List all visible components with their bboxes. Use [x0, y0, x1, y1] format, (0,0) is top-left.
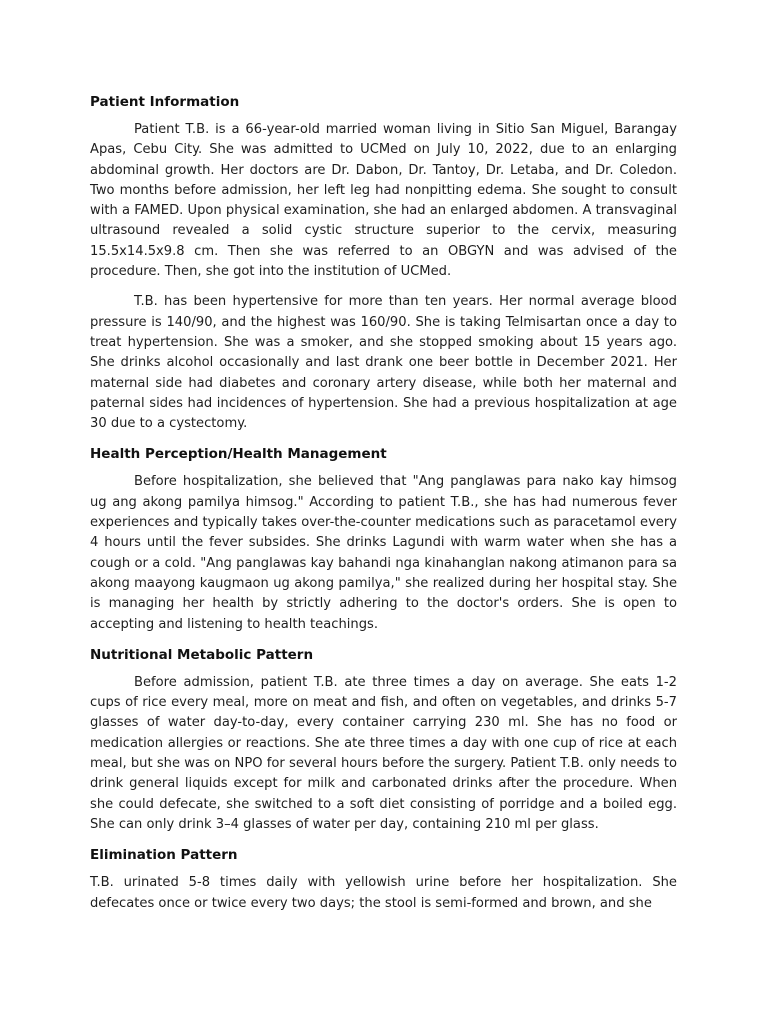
section-heading-patient-information: Patient Information [90, 94, 240, 110]
section-heading-elimination: Elimination Pattern [90, 847, 238, 864]
section-heading-health-perception: Health Perception/Health Management [90, 446, 387, 463]
paragraph: Before admission, patient T.B. ate three times a day on average. She eats 1-2 cups of rice every meal, more on meat and fish, and often on vegetables, and drinks 5-7 glasses of water day-to-day, every container carrying 230 ml. She has no food or medication allergies or reactions. She ate three times a day with one cup of rice at each meal, but she was on NPO for several hours before the surgery. Patient T.B. only needs to drink general liquids except for milk and carbonated drinks after the procedure. When she could defecate, she switched to a soft diet consisting of porridge and a boiled egg. She can only drink 3–4 glasses of water per day, containing 210 ml per glass. [90, 674, 677, 832]
paragraph: Patient T.B. is a 66-year-old married woman living in Sitio San Miguel, Barangay Apas, Cebu City. She was admitted to UCMed on July 10, 2022, due to an enlarging abdominal growth. Her doctors are Dr. Dabon, Dr. Tantoy, Dr. Letaba, and Dr. Coledon. Two months before admission, her left leg had nonpitting edema. She sought to consult with a FAMED. Upon physical examination, she had an enlarged abdomen. A transvaginal ultrasound revealed a solid cystic structure superior to the cervix, measuring 15.5x14.5x9.8 cm. Then she was referred to an OBGYN and was advised of the procedure. Then, she got into the institution of UCMed. [90, 122, 677, 280]
paragraph: T.B. has been hypertensive for more than ten years. Her normal average blood pressure is 140/90, and the highest was 160/90. She is taking Telmisartan once a day to treat hypertension. She was a smoker, and she stopped smoking about 15 years ago. She drinks alcohol occasionally and last drank one beer bottle in December 2021. Her maternal side had diabetes and coronary artery disease, while both her maternal and paternal sides had incidences of hypertension. She had a previous hospitalization at age 30 due to a cystectomy. [90, 294, 677, 432]
paragraph: T.B. urinated 5-8 times daily with yellowish urine before her hospitalization. She defecates once or twice every two days; the stool is semi-formed and brown, and she [90, 875, 677, 911]
paragraph: Before hospitalization, she believed that "Ang panglawas para nako kay himsog ug ang akong pamilya himsog." According to patient T.B., she has had numerous fever experiences and typically takes over-the-counter medications such as paracetamol every 4 hours until the fever subsides. She drinks Lagundi with warm water when she has a cough or a cold. "Ang panglawas kay bahandi nga kinahanglan nakong atimanon para sa akong maayong kaugmaon ug akong pamilya," she realized during her hospital stay. She is managing her health by strictly adhering to the doctor's orders. She is open to accepting and listening to health teachings. [90, 474, 677, 632]
section-heading-nutritional-metabolic: Nutritional Metabolic Pattern [90, 646, 314, 663]
document-body [90, 92, 677, 924]
